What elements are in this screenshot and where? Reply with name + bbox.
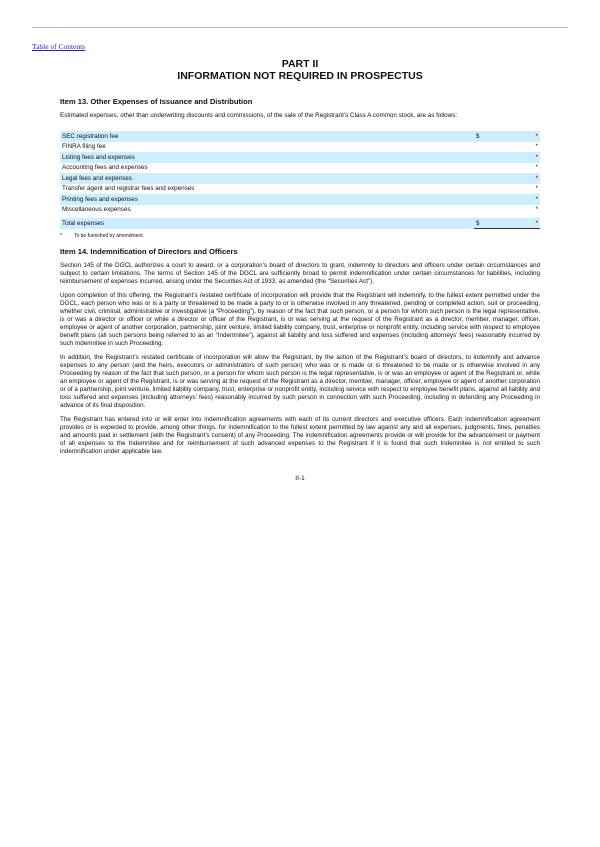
table-of-contents-link[interactable]: Table of Contents [32,42,86,51]
expense-row [60,184,540,195]
expense-currency [474,173,516,184]
part-title: PART II [281,58,319,70]
expense-row [60,131,540,142]
expense-label: SEC registration fee [60,131,474,142]
expenses-table [60,131,540,229]
expense-amount: * [516,218,540,229]
expense-label: Listing fees and expenses [60,152,474,163]
expense-currency [474,184,516,195]
expense-label: Transfer agent and registrar fees and expenses [62,185,195,193]
expense-label: Total expenses [60,218,474,229]
expense-label: Miscellaneous expenses [62,206,131,214]
item-13-heading: Item 13. Other Expenses of Issuance and Distribution [60,97,253,106]
expense-currency [474,194,516,205]
expense-amount: * [535,185,538,193]
expense-amount: * [516,131,540,142]
item-13-intro: Estimated expenses, other than underwriting discounts and commissions, of the sale of the Registrant’s Class A common stock, are as follows: [60,112,458,119]
footnote-text: To be furnished by amendment. [73,233,144,239]
expense-currency [474,142,516,153]
item-14-paragraph: Upon completion of this offering, the Registrant’s restated certificate of incorporation will provide that the Registrant will indemnify, to the fullest extent permitted under the DGCL, each person who was or is a party or threatened to be made a party to or is otherwise involved in any threatened, pending or completed action, suit or proceeding, whether civil, criminal, administrative or investigative (a “Proceeding”), by reason of the fact that such person, or a person for whom such person is the legal representative, is or was a director or officer or while a director or officer of the Registrant, is or was serving at the request of the Registrant as a director, member, manager, officer, employee or agent of another corporation, partnership, joint venture, limited liability company, trust, enterprise or nonprofit entity, including service with respect to employee benefit plans (all such persons being referred to as an “Indemnitee”), against all liability and loss suffered and expenses (including attorneys’ fees) reasonably incurred by such Indemnitee in such Proceeding. [60,292,540,347]
expense-amount: * [535,143,538,151]
expense-amount: * [516,173,540,184]
expense-currency [474,163,516,174]
footnote-mark: * [60,233,62,239]
expense-label: FINRA filing fee [62,143,106,151]
footnote [60,233,540,239]
part-subtitle: INFORMATION NOT REQUIRED IN PROSPECTUS [177,70,423,82]
expense-label: Legal fees and expenses [60,173,474,184]
document-body [60,58,540,456]
expense-currency [474,205,516,216]
expense-row [60,194,540,205]
expense-currency: $ [474,131,516,142]
expense-row [60,173,540,184]
expense-amount: * [535,164,538,172]
item-14-heading: Item 14. Indemnification of Directors and Officers [60,247,238,256]
expense-label: Printing fees and expenses [60,194,474,205]
expense-row [60,152,540,163]
expense-row [60,163,540,174]
expense-amount: * [535,206,538,214]
expense-amount: * [516,194,540,205]
total-row [60,218,540,229]
expense-amount: * [516,152,540,163]
expense-label: Accounting fees and expenses [62,164,148,172]
item-14-paragraph: In addition, the Registrant’s restated certificate of incorporation will allow the Registrant, by the action of the Registrant’s board of directors, to indemnify and advance expenses to any person (and the heirs, executors or administrators of such person) who was or is made or is threatened to be made or is otherwise involved in any Proceeding by reason of the fact that such person, or a person for whom such person is the legal representative, is or was an employee or agent of the Registrant or, while an employee or agent of the Registrant, is or was serving at the request of the Registrant as a director, member, manager, officer, employee or agent of another corporation or of a partnership, joint venture, limited liability company, trust, enterprise or nonprofit entity, including service with respect to employee benefit plans, against all liability and loss suffered and expenses (including attorneys’ fees) reasonably incurred by such person in connection with such Proceeding, including in defending any Proceeding in advance of its final disposition. [60,354,540,409]
item-14-paragraph: Section 145 of the DGCL authorizes a court to award, or a corporation’s board of directors to grant, indemnity to directors and officers under certain circumstances and subject to certain limitations. The terms of Section 145 of the DGCL are sufficiently broad to permit indemnification under certain circumstances for liabilities, including reimbursement of expenses incurred, arising under the Securities Act of 1933, as amended (the “Securities Act”). [60,262,540,285]
header-divider [32,27,568,28]
page-number: II-1 [295,475,305,482]
expense-currency [474,152,516,163]
expense-currency: $ [474,218,516,229]
expense-row [60,142,540,153]
expense-row [60,205,540,216]
item-14-paragraph: The Registrant has entered into or will enter into indemnification agreements with each of its current directors and executive officers. Each indemnification agreement provides or is expected to provide, among other things, for indemnification to the fullest extent permitted by law against any and all expenses, judgments, fines, penalties and amounts paid in settlement (with the Registrant’s consent) of any Proceeding. The indemnification agreements provide or will provide for the advancement or payment of all expenses to the Indemnitee and for reimbursement of such advanced expenses to the Registrant if it is found that such Indemnitee is not entitled to such indemnification under applicable law. [60,416,540,455]
